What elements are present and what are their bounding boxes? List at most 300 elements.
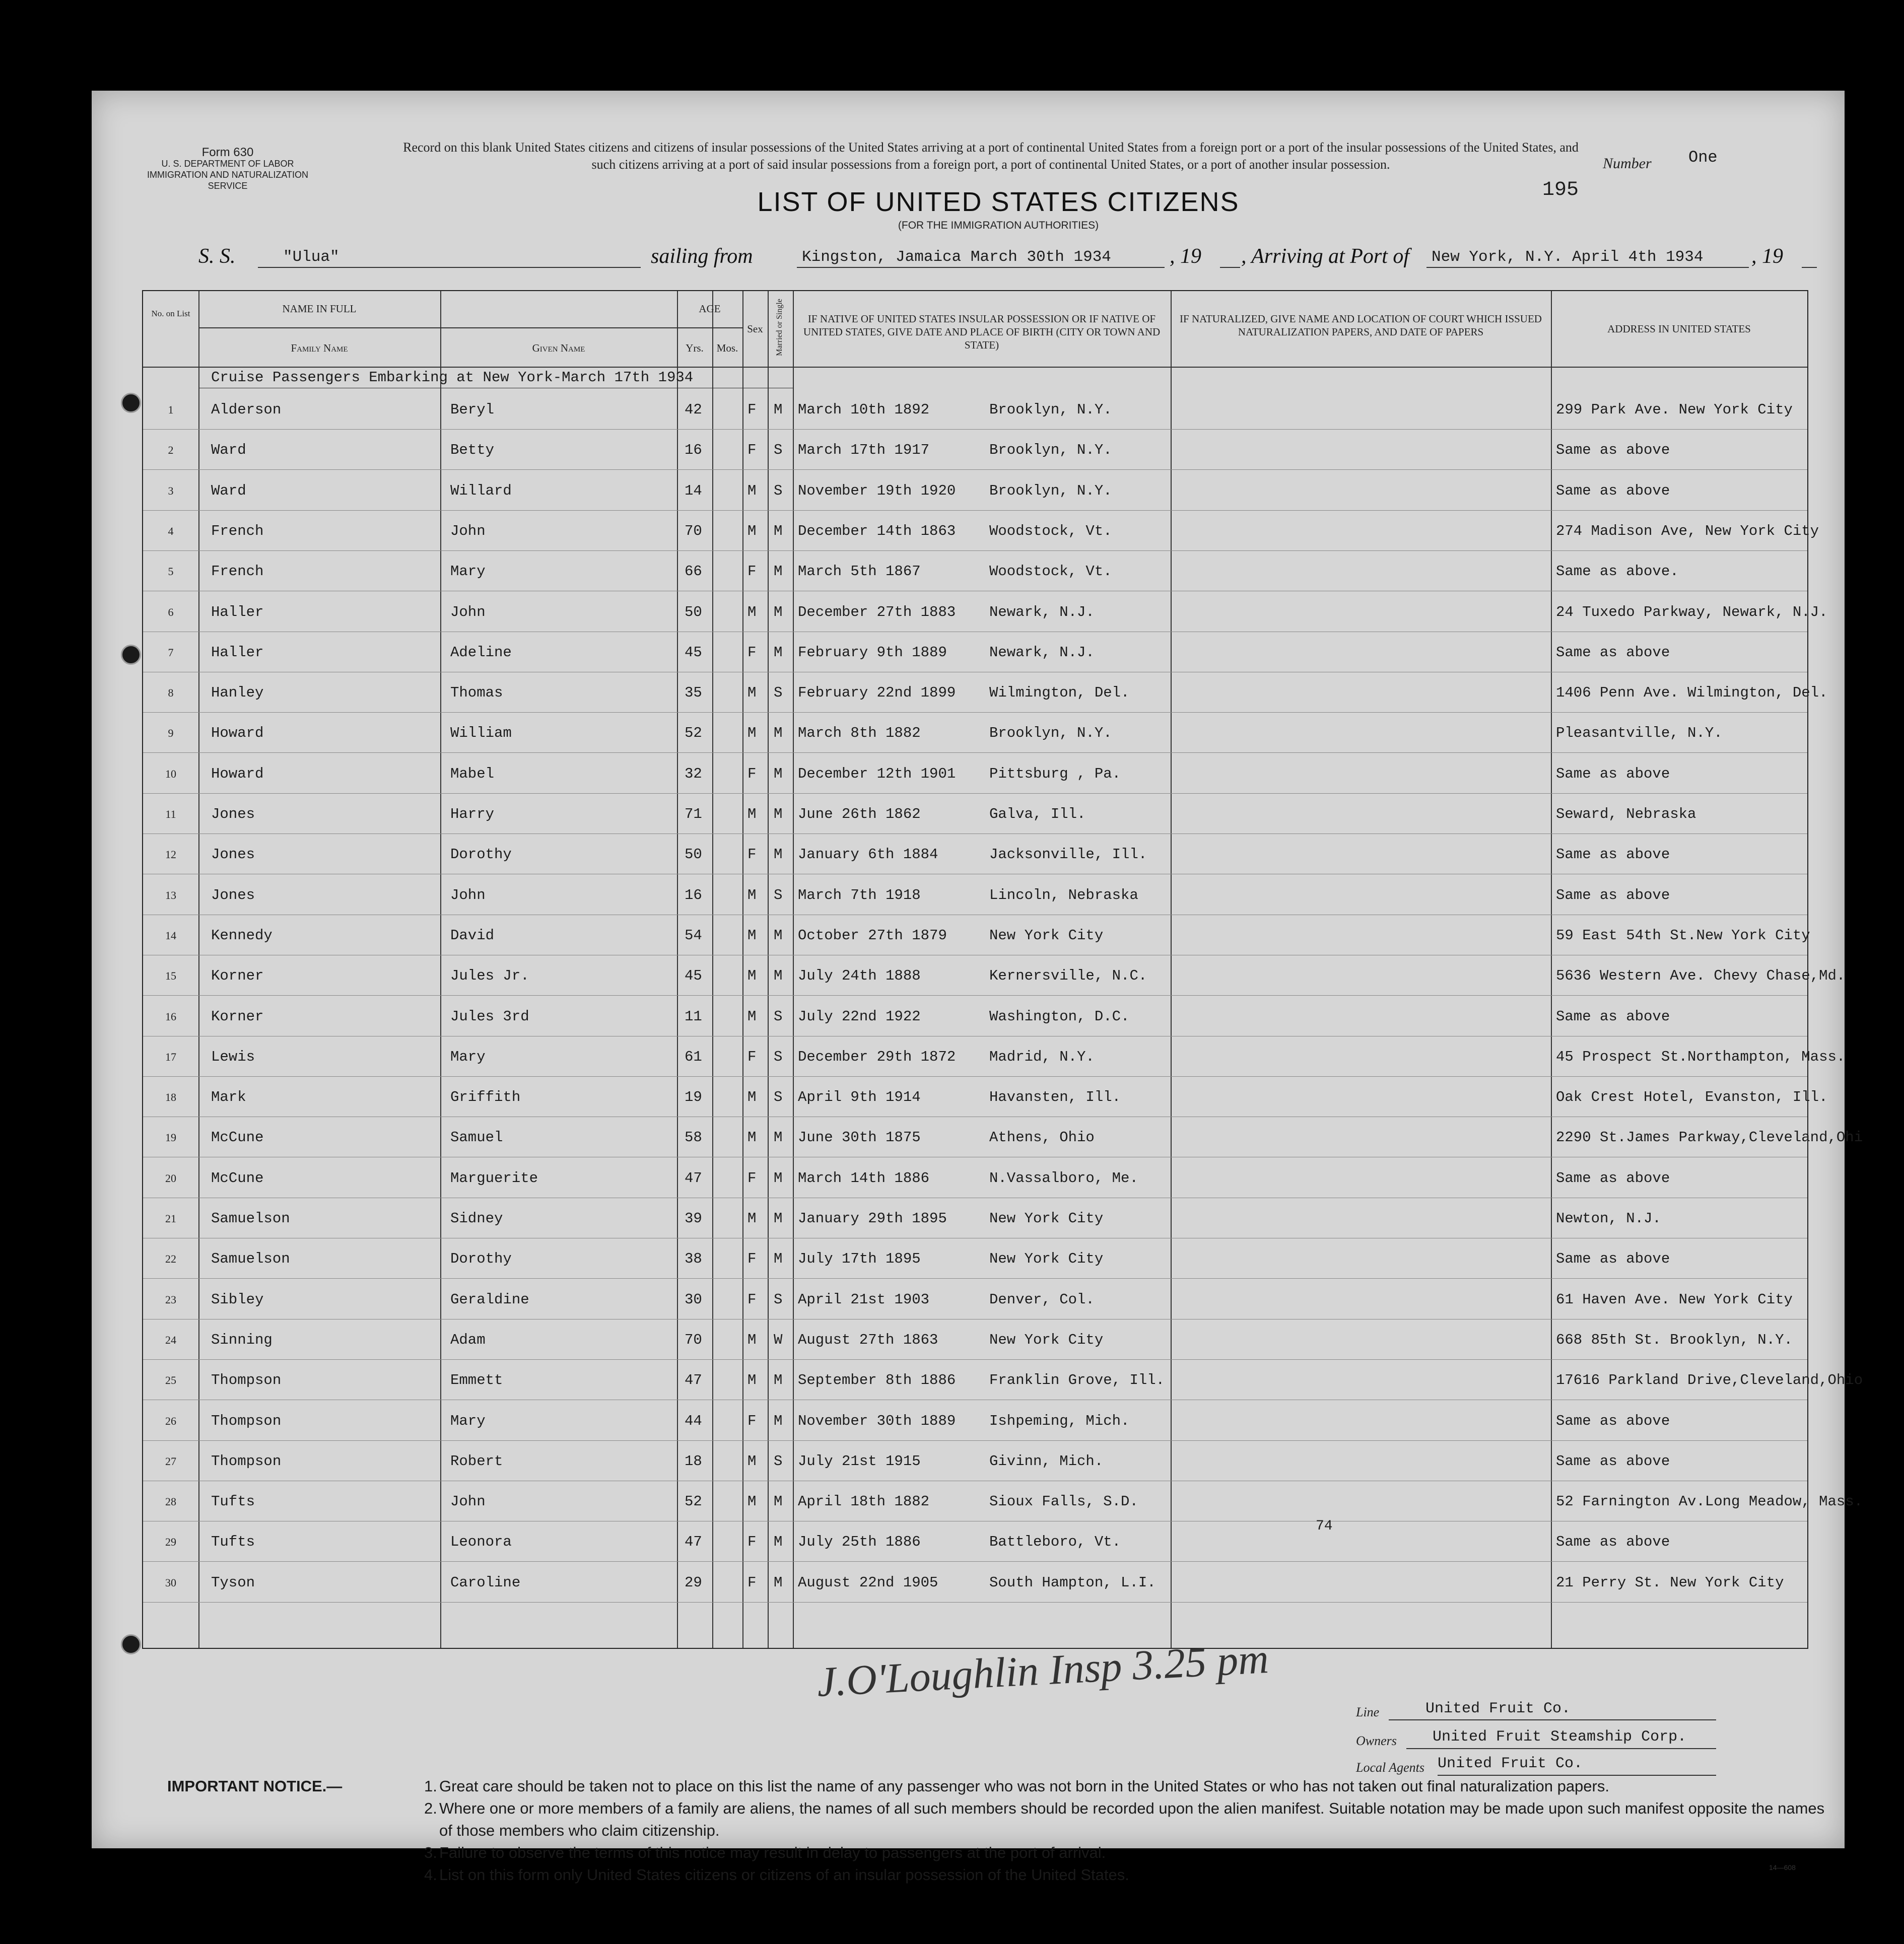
given-name: Mary [450, 1413, 486, 1429]
us-address: Same as above [1556, 1251, 1670, 1267]
row-divider [143, 469, 1807, 470]
birth-date: April 9th 1914 [798, 1089, 921, 1105]
birth-date: February 9th 1889 [798, 644, 947, 661]
marital-status: M [774, 1251, 783, 1267]
marital-status: W [774, 1332, 783, 1348]
family-name: Korner [211, 967, 264, 984]
page-stamp: 74 [1316, 1518, 1333, 1534]
birth-date: April 21st 1903 [798, 1291, 930, 1308]
given-name: John [450, 604, 486, 620]
header-native-birth: IF NATIVE OF UNITED STATES INSULAR POSSESSION OR IF NATIVE OF UNITED STATES, GIVE DATE AND PLACE OF BIRTH (CITY OR TOWN AND STATE) [803, 313, 1161, 351]
age-years: 32 [685, 766, 702, 782]
family-name: Jones [211, 806, 255, 822]
birth-date: January 6th 1884 [798, 846, 938, 863]
service-name: IMMIGRATION AND NATURALIZATION SERVICE [147, 170, 308, 191]
col-divider [742, 291, 743, 1648]
col-divider [440, 291, 441, 1648]
us-address: 5636 Western Ave. Chevy Chase,Md. [1556, 967, 1846, 984]
row-number: 28 [165, 1495, 176, 1508]
birth-place: Jacksonville, Ill. [989, 846, 1147, 863]
header-yrs: Yrs. [686, 342, 704, 354]
stamp-number: 195 [1542, 179, 1579, 201]
age-years: 47 [685, 1170, 702, 1187]
marital-status: M [774, 1170, 783, 1187]
age-years: 11 [685, 1008, 702, 1025]
age-years: 52 [685, 725, 702, 741]
birth-date: June 26th 1862 [798, 806, 921, 822]
marital-status: M [774, 967, 783, 984]
us-address: 299 Park Ave. New York City [1556, 401, 1793, 418]
sex: M [747, 1372, 757, 1388]
header-married-single: Married or Single [775, 299, 784, 356]
marital-status: M [774, 1129, 783, 1146]
birth-date: June 30th 1875 [798, 1129, 921, 1146]
sailing-from-label: sailing from [651, 245, 753, 268]
given-name: Geraldine [450, 1291, 529, 1308]
notice-item-text: Great care should be taken not to place on this list the name of any passenger who was not born in the United States or who has not taken out final naturalization papers. [439, 1777, 1609, 1795]
year-label-2: , 19 [1751, 245, 1783, 268]
row-number: 24 [165, 1334, 176, 1346]
row-number: 11 [165, 808, 176, 820]
given-name: Leonora [450, 1534, 512, 1550]
age-years: 38 [685, 1251, 702, 1267]
age-years: 52 [685, 1493, 702, 1510]
given-name: John [450, 523, 486, 539]
birth-place: Givinn, Mich. [989, 1453, 1104, 1470]
family-name: Tyson [211, 1574, 255, 1591]
row-number: 12 [165, 848, 176, 861]
row-divider [143, 1561, 1807, 1562]
us-address: Pleasantville, N.Y. [1556, 725, 1723, 741]
birth-date: March 17th 1917 [798, 442, 930, 458]
us-address: Same as above [1556, 887, 1670, 904]
row-number: 27 [165, 1455, 176, 1468]
birth-place: Wilmington, Del. [989, 684, 1130, 701]
age-years: 39 [685, 1210, 702, 1227]
sex: F [747, 1291, 757, 1308]
us-address: Same as above [1556, 1534, 1670, 1550]
age-years: 18 [685, 1453, 702, 1470]
age-years: 50 [685, 846, 702, 863]
birth-date: January 29th 1895 [798, 1210, 947, 1227]
sex: M [747, 1453, 757, 1470]
age-years: 16 [685, 442, 702, 458]
given-name: Jules 3rd [450, 1008, 529, 1025]
year-line [1220, 267, 1240, 268]
given-name: John [450, 1493, 486, 1510]
row-number: 3 [168, 484, 174, 497]
sex: M [747, 482, 757, 499]
header-mos: Mos. [716, 342, 738, 354]
us-address: 52 Farnington Av.Long Meadow, Mass. [1556, 1493, 1863, 1510]
row-number: 5 [168, 565, 174, 578]
family-name: Korner [211, 1008, 264, 1025]
header-address: ADDRESS IN UNITED STATES [1607, 323, 1751, 335]
family-name: Thompson [211, 1413, 282, 1429]
us-address: 274 Madison Ave, New York City [1556, 523, 1819, 539]
given-name: Dorothy [450, 1251, 512, 1267]
birth-place: Brooklyn, N.Y. [989, 442, 1112, 458]
birth-date: December 27th 1883 [798, 604, 956, 620]
col-divider [1551, 291, 1552, 1648]
record-instructions: Record on this blank United States citizens and citizens of insular possessions of the United States arriving at a port of continental United States from a foreign port or a port of the insular possessions of the United States, and such citizens arriving at a port of said insular possessions from a foreign port, a port of continental United States, or a port of another insular possession. [403, 140, 1579, 172]
us-address: Same as above [1556, 644, 1670, 661]
row-divider [143, 1440, 1807, 1441]
age-years: 14 [685, 482, 702, 499]
inspector-signature: J.O'Loughlin Insp 3.25 pm [815, 1635, 1270, 1706]
us-address: 61 Haven Ave. New York City [1556, 1291, 1793, 1308]
age-years: 16 [685, 887, 702, 904]
sex: M [747, 927, 757, 944]
marital-status: S [774, 1089, 783, 1105]
given-name: Beryl [450, 401, 495, 418]
birth-place: Battleboro, Vt. [989, 1534, 1121, 1550]
section-note: Cruise Passengers Embarking at New York-March 17th 1934 [211, 369, 694, 386]
us-address: 24 Tuxedo Parkway, Newark, N.J. [1556, 604, 1828, 620]
ss-label: S. S. [198, 245, 236, 268]
row-divider [143, 752, 1807, 753]
age-years: 45 [685, 644, 702, 661]
row-number: 17 [165, 1051, 176, 1063]
form-code: 14—608 [1769, 1863, 1796, 1871]
row-divider [143, 1076, 1807, 1077]
birth-place: Sioux Falls, S.D. [989, 1493, 1138, 1510]
age-years: 30 [685, 1291, 702, 1308]
age-years: 45 [685, 967, 702, 984]
row-divider [143, 793, 1807, 794]
given-name: Samuel [450, 1129, 503, 1146]
sex: M [747, 1008, 757, 1025]
birth-place: Washington, D.C. [989, 1008, 1130, 1025]
number-label: Number [1603, 155, 1652, 172]
age-years: 44 [685, 1413, 702, 1429]
marital-status: S [774, 1008, 783, 1025]
birth-place: Pittsburg , Pa. [989, 766, 1121, 782]
row-divider [143, 1359, 1807, 1360]
family-name: Tufts [211, 1534, 255, 1550]
birth-place: Madrid, N.Y. [989, 1049, 1095, 1065]
given-name: Dorothy [450, 846, 512, 863]
sex: F [747, 644, 757, 661]
line-underline [1389, 1719, 1716, 1720]
sex: F [747, 766, 757, 782]
sex: M [747, 725, 757, 741]
birth-place: Brooklyn, N.Y. [989, 482, 1112, 499]
age-years: 35 [685, 684, 702, 701]
notice-title: IMPORTANT NOTICE.— [167, 1777, 343, 1795]
header-no-on-list: No. on List [151, 309, 190, 318]
birth-date: December 12th 1901 [798, 766, 956, 782]
row-number: 9 [168, 727, 174, 739]
us-address: Same as above [1556, 846, 1670, 863]
owners-value: United Fruit Steamship Corp. [1433, 1728, 1687, 1746]
given-name: Sidney [450, 1210, 503, 1227]
header-age: AGE [699, 303, 721, 315]
birth-date: July 25th 1886 [798, 1534, 921, 1550]
family-name: Howard [211, 725, 264, 741]
punch-hole [121, 645, 141, 665]
marital-status: M [774, 401, 783, 418]
notice-item: 2. Where one or more members of a family are aliens, the names of all such members should be recorded upon the alien manifest. Suitable notation may be made upon such manifest opposite the names of those members who claim citizenship. [424, 1799, 1825, 1839]
header-given-name: Given Name [532, 342, 585, 354]
row-divider [143, 1278, 1807, 1279]
birth-date: March 10th 1892 [798, 401, 930, 418]
owners-label: Owners [1356, 1733, 1397, 1748]
line-label: Line [1356, 1705, 1380, 1719]
sailing-from-value: Kingston, Jamaica March 30th 1934 [802, 248, 1111, 266]
given-name: Mabel [450, 766, 495, 782]
birth-place: Brooklyn, N.Y. [989, 401, 1112, 418]
row-number: 14 [165, 929, 176, 942]
family-name: Jones [211, 846, 255, 863]
us-address: 45 Prospect St.Northampton, Mass. [1556, 1049, 1846, 1065]
us-address: Seward, Nebraska [1556, 806, 1696, 822]
us-address: Same as above [1556, 1170, 1670, 1187]
marital-status: M [774, 725, 783, 741]
notice-item: 1. Great care should be taken not to place on this list the name of any passenger who was not born in the United States or who has not taken out final naturalization papers. [424, 1777, 1609, 1795]
age-years: 70 [685, 523, 702, 539]
year-line-2 [1802, 267, 1817, 268]
agents-value: United Fruit Co. [1438, 1755, 1583, 1772]
marital-status: S [774, 1453, 783, 1470]
row-number: 18 [165, 1091, 176, 1103]
punch-hole [121, 1634, 141, 1654]
family-name: Ward [211, 482, 246, 499]
marital-status: S [774, 1049, 783, 1065]
marital-status: S [774, 442, 783, 458]
family-name: Jones [211, 887, 255, 904]
marital-status: M [774, 1413, 783, 1429]
manifest-page [92, 91, 1863, 1884]
row-number: 2 [168, 444, 174, 456]
marital-status: M [774, 1574, 783, 1591]
age-years: 70 [685, 1332, 702, 1348]
department-name: U. S. DEPARTMENT OF LABOR [161, 159, 294, 169]
owners-underline [1406, 1748, 1716, 1749]
birth-date: October 27th 1879 [798, 927, 947, 944]
us-address: 2290 St.James Parkway,Cleveland,Ohi [1556, 1129, 1863, 1146]
row-number: 15 [165, 969, 176, 982]
age-years: 58 [685, 1129, 702, 1146]
family-name: Tufts [211, 1493, 255, 1510]
row-number: 21 [165, 1212, 176, 1225]
row-number: 22 [165, 1253, 176, 1265]
marital-status: M [774, 604, 783, 620]
given-name: William [450, 725, 512, 741]
birth-place: Kernersville, N.C. [989, 967, 1147, 984]
birth-date: March 7th 1918 [798, 887, 921, 904]
birth-place: Ishpeming, Mich. [989, 1413, 1130, 1429]
birth-date: August 22nd 1905 [798, 1574, 938, 1591]
marital-status: S [774, 684, 783, 701]
family-name: McCune [211, 1170, 264, 1187]
given-name: Caroline [450, 1574, 521, 1591]
given-name: Adeline [450, 644, 512, 661]
family-name: Haller [211, 644, 264, 661]
page-subtitle: (FOR THE IMMIGRATION AUTHORITIES) [898, 220, 1099, 231]
us-address: Same as above [1556, 1453, 1670, 1470]
marital-status: S [774, 887, 783, 904]
row-number: 1 [168, 403, 174, 416]
row-number: 4 [168, 525, 174, 537]
sex: F [747, 1534, 757, 1550]
marital-status: M [774, 927, 783, 944]
birth-place: Woodstock, Vt. [989, 523, 1112, 539]
us-address: Same as above [1556, 482, 1670, 499]
sex: F [747, 1574, 757, 1591]
birth-date: December 29th 1872 [798, 1049, 956, 1065]
header-sex: Sex [747, 323, 763, 335]
row-divider [143, 550, 1807, 551]
sex: M [747, 1129, 757, 1146]
row-number: 20 [165, 1172, 176, 1185]
family-name: McCune [211, 1129, 264, 1146]
sex: M [747, 684, 757, 701]
given-name: Mary [450, 1049, 486, 1065]
ship-name: "Ulua" [283, 248, 339, 266]
birth-date: December 14th 1863 [798, 523, 956, 539]
marital-status: M [774, 1372, 783, 1388]
row-divider [143, 995, 1807, 996]
birth-place: Havansten, Ill. [989, 1089, 1121, 1105]
sex: M [747, 1493, 757, 1510]
birth-date: November 19th 1920 [798, 482, 956, 499]
sex: F [747, 1049, 757, 1065]
family-name: Sinning [211, 1332, 273, 1348]
given-name: John [450, 887, 486, 904]
col-divider [712, 291, 713, 1648]
us-address: Same as above [1556, 766, 1670, 782]
birth-place: Lincoln, Nebraska [989, 887, 1138, 904]
birth-date: July 22nd 1922 [798, 1008, 921, 1025]
passenger-table [142, 290, 1863, 1649]
family-name: Haller [211, 604, 264, 620]
col-divider [677, 291, 678, 1648]
sex: M [747, 1089, 757, 1105]
given-name: Adam [450, 1332, 486, 1348]
row-number: 19 [165, 1131, 176, 1144]
age-years: 47 [685, 1534, 702, 1550]
arrival-line [1426, 267, 1749, 268]
header-naturalized: IF NATURALIZED, GIVE NAME AND LOCATION OF COURT WHICH ISSUED NATURALIZATION PAPERS, AND DATE OF PAPERS [1180, 313, 1542, 338]
arrival-value: New York, N.Y. April 4th 1934 [1432, 248, 1704, 266]
birth-place: New York City [989, 1332, 1104, 1348]
given-name: David [450, 927, 495, 944]
col-divider [793, 291, 794, 1648]
header-family-name: Family Name [291, 342, 348, 354]
row-divider [143, 1319, 1807, 1320]
birth-place: Newark, N.J. [989, 604, 1095, 620]
family-name: Sibley [211, 1291, 264, 1308]
row-divider [143, 1602, 1807, 1603]
sex: M [747, 967, 757, 984]
given-name: Griffith [450, 1089, 521, 1105]
birth-place: N.Vassalboro, Me. [989, 1170, 1138, 1187]
row-number: 6 [168, 606, 174, 618]
col-divider [768, 291, 769, 1648]
given-name: Thomas [450, 684, 503, 701]
year-label: , 19 [1170, 245, 1201, 268]
sex: M [747, 604, 757, 620]
birth-date: November 30th 1889 [798, 1413, 956, 1429]
sex: F [747, 1413, 757, 1429]
marital-status: M [774, 846, 783, 863]
us-address: 17616 Parkland Drive,Cleveland,Ohio [1556, 1372, 1863, 1388]
birth-date: September 8th 1886 [798, 1372, 956, 1388]
agents-label: Local Agents [1356, 1760, 1425, 1775]
notice-item: 4. List on this form only United States citizens or citizens of an insular possession of the United States. [424, 1866, 1129, 1884]
birth-place: Woodstock, Vt. [989, 563, 1112, 580]
birth-place: New York City [989, 927, 1104, 944]
birth-date: July 21st 1915 [798, 1453, 921, 1470]
family-name: Howard [211, 766, 264, 782]
us-address: 1406 Penn Ave. Wilmington, Del. [1556, 684, 1828, 701]
row-number: 7 [168, 646, 174, 659]
sex: F [747, 563, 757, 580]
number-value: One [1688, 148, 1718, 167]
sex: M [747, 523, 757, 539]
row-number: 25 [165, 1374, 176, 1386]
sex: M [747, 887, 757, 904]
line-value: United Fruit Co. [1425, 1700, 1571, 1717]
age-years: 61 [685, 1049, 702, 1065]
marital-status: S [774, 1291, 783, 1308]
birth-place: New York City [989, 1251, 1104, 1267]
family-name: Mark [211, 1089, 246, 1105]
notice-item-text: List on this form only United States citizens or citizens of an insular possession of the United States. [439, 1866, 1129, 1884]
given-name: Robert [450, 1453, 503, 1470]
age-years: 66 [685, 563, 702, 580]
marital-status: M [774, 1493, 783, 1510]
marital-status: S [774, 482, 783, 499]
form-number: Form 630 [201, 146, 254, 159]
family-name: Alderson [211, 401, 282, 418]
us-address: 21 Perry St. New York City [1556, 1574, 1784, 1591]
sex: F [747, 401, 757, 418]
birth-place: Athens, Ohio [989, 1129, 1095, 1146]
sex: F [747, 1170, 757, 1187]
ship-name-line [258, 267, 641, 268]
sex: M [747, 806, 757, 822]
sex: F [747, 1251, 757, 1267]
given-name: Jules Jr. [450, 967, 529, 984]
row-number: 30 [165, 1576, 176, 1589]
us-address: 668 85th St. Brooklyn, N.Y. [1556, 1332, 1793, 1348]
marital-status: M [774, 563, 783, 580]
notice-item-text: Where one or more members of a family are aliens, the names of all such members should be recorded upon the alien manifest. Suitable notation may be made upon such manifest opposite the names of those members who claim citizenship. [439, 1799, 1825, 1839]
page-title: LIST OF UNITED STATES CITIZENS [757, 187, 1240, 217]
family-name: Samuelson [211, 1251, 290, 1267]
given-name: Mary [450, 563, 486, 580]
given-name: Willard [450, 482, 512, 499]
us-address: Oak Crest Hotel, Evanston, Ill. [1556, 1089, 1828, 1105]
header-name-in-full: NAME IN FULL [282, 303, 357, 315]
birth-place: Galva, Ill. [989, 806, 1086, 822]
us-address: Newton, N.J. [1556, 1210, 1661, 1227]
row-number: 26 [165, 1415, 176, 1427]
given-name: Betty [450, 442, 495, 458]
birth-date: July 17th 1895 [798, 1251, 921, 1267]
age-years: 29 [685, 1574, 702, 1591]
family-name: Lewis [211, 1049, 255, 1065]
header-divider [198, 327, 742, 328]
sex: M [747, 1210, 757, 1227]
sailing-from-line [797, 267, 1165, 268]
us-address: Same as above [1556, 1413, 1670, 1429]
col-divider [1171, 291, 1172, 1648]
marital-status: M [774, 523, 783, 539]
family-name: Kennedy [211, 927, 273, 944]
